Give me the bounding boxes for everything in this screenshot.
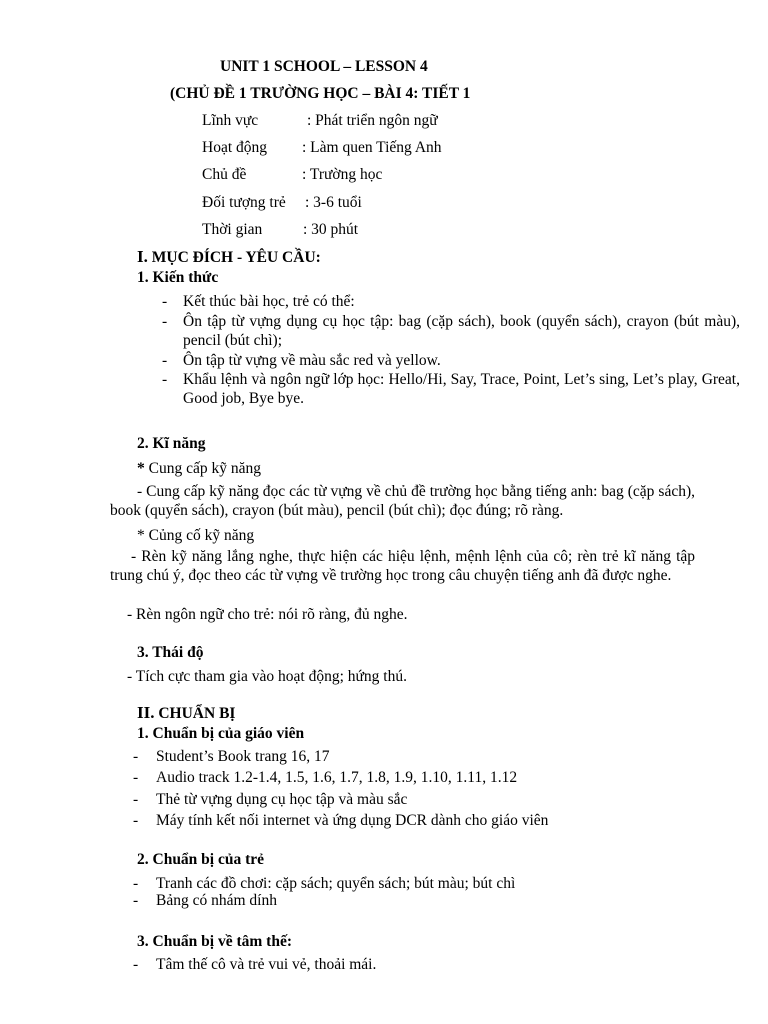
bullet-dash: - bbox=[162, 352, 168, 369]
subsection-heading: 1. Kiến thức bbox=[137, 269, 219, 286]
paragraph: - Rèn kỹ năng lắng nghe, thực hiện các hiệu lệnh, mệnh lệnh của cô; rèn trẻ kĩ năng tập trung chú ý, đọc theo các từ vựng về trường học trong câu chuyện tiếng anh đã được nghe. bbox=[110, 548, 695, 584]
bullet-dash: - bbox=[133, 956, 139, 973]
list-item: Audio track 1.2-1.4, 1.5, 1.6, 1.7, 1.8, 1.9, 1.10, 1.11, 1.12 bbox=[156, 769, 518, 786]
star-mark: * bbox=[137, 460, 145, 477]
info-label: Đối tượng trẻ bbox=[202, 194, 286, 211]
list-item: Bảng có nhám dính bbox=[156, 892, 277, 909]
section-numeral: I. bbox=[137, 247, 148, 266]
info-label: Hoạt động bbox=[202, 139, 268, 156]
list-item: Tâm thế cô và trẻ vui vẻ, thoải mái. bbox=[156, 956, 377, 973]
info-value: : 3-6 tuổi bbox=[305, 194, 362, 211]
bullet-dash: - bbox=[162, 371, 168, 388]
list-item: Student’s Book trang 16, 17 bbox=[156, 748, 330, 765]
paragraph: - Cung cấp kỹ năng đọc các từ vựng về chủ đề trường học bằng tiếng anh: bag (cặp sách), book (quyển sách), crayon (bút màu), pencil (bút chì); đọc đúng; rõ ràng. bbox=[110, 483, 695, 519]
paragraph: - Rèn ngôn ngữ cho trẻ: nói rõ ràng, đủ nghe. bbox=[127, 606, 408, 623]
bullet-dash: - bbox=[133, 892, 139, 909]
section-title: CHUẨN BỊ bbox=[158, 705, 236, 722]
bullet-dash: - bbox=[133, 769, 139, 786]
bullet-dash: - bbox=[133, 791, 139, 808]
subsection-heading: 3. Chuẩn bị về tâm thế: bbox=[137, 933, 293, 950]
bullet-dash: - bbox=[133, 812, 139, 829]
bullet-dash: - bbox=[133, 748, 139, 765]
section-numeral: II. bbox=[137, 703, 155, 722]
info-value: : Trường học bbox=[302, 166, 383, 183]
list-item: Kết thúc bài học, trẻ có thể: bbox=[183, 293, 355, 310]
subsection-heading: 1. Chuẩn bị của giáo viên bbox=[137, 725, 305, 742]
list-item: Máy tính kết nối internet và ứng dụng DCR dành cho giáo viên bbox=[156, 812, 549, 829]
lesson-title: UNIT 1 SCHOOL – LESSON 4 bbox=[220, 58, 428, 75]
lesson-subtitle: (CHỦ ĐỀ 1 TRƯỜNG HỌC – BÀI 4: TIẾT 1 bbox=[170, 85, 471, 102]
bullet-dash: - bbox=[162, 293, 168, 310]
bullet-dash: - bbox=[162, 313, 168, 330]
info-value: : 30 phút bbox=[303, 221, 359, 238]
subsection-heading: 2. Kĩ năng bbox=[137, 435, 206, 452]
bullet-dash: - bbox=[133, 875, 139, 892]
paragraph: - Tích cực tham gia vào hoạt động; hứng thú. bbox=[127, 668, 407, 685]
info-label: Thời gian bbox=[202, 221, 263, 238]
list-item: Ôn tập từ vựng dụng cụ học tập: bag (cặp sách), book (quyển sách), crayon (bút màu), pencil (bút chì); bbox=[183, 313, 740, 349]
list-item: Thẻ từ vựng dụng cụ học tập và màu sắc bbox=[156, 791, 408, 808]
info-value: : Làm quen Tiếng Anh bbox=[302, 139, 442, 156]
info-label: Lĩnh vực bbox=[202, 112, 259, 129]
section-title: MỤC ĐÍCH - YÊU CẦU: bbox=[151, 249, 321, 266]
list-item: Ôn tập từ vựng về màu sắc red và yellow. bbox=[183, 352, 441, 369]
info-label: Chủ đề bbox=[202, 166, 247, 183]
star-text: Cung cấp kỹ năng bbox=[144, 460, 261, 477]
subsection-heading: 3. Thái độ bbox=[137, 644, 204, 661]
section-heading bbox=[137, 247, 321, 267]
skill-star-heading bbox=[137, 459, 261, 478]
info-value: : Phát triển ngôn ngữ bbox=[307, 112, 438, 129]
subsection-heading: 2. Chuẩn bị của trẻ bbox=[137, 851, 265, 868]
list-item: Tranh các đồ chơi: cặp sách; quyển sách; bút màu; bút chì bbox=[156, 875, 516, 892]
section-heading bbox=[137, 703, 235, 723]
skill-star-heading: * Củng cố kỹ năng bbox=[137, 527, 255, 544]
list-item: Khẩu lệnh và ngôn ngữ lớp học: Hello/Hi, Say, Trace, Point, Let’s sing, Let’s play, Great, Good job, Bye bye. bbox=[183, 371, 740, 407]
